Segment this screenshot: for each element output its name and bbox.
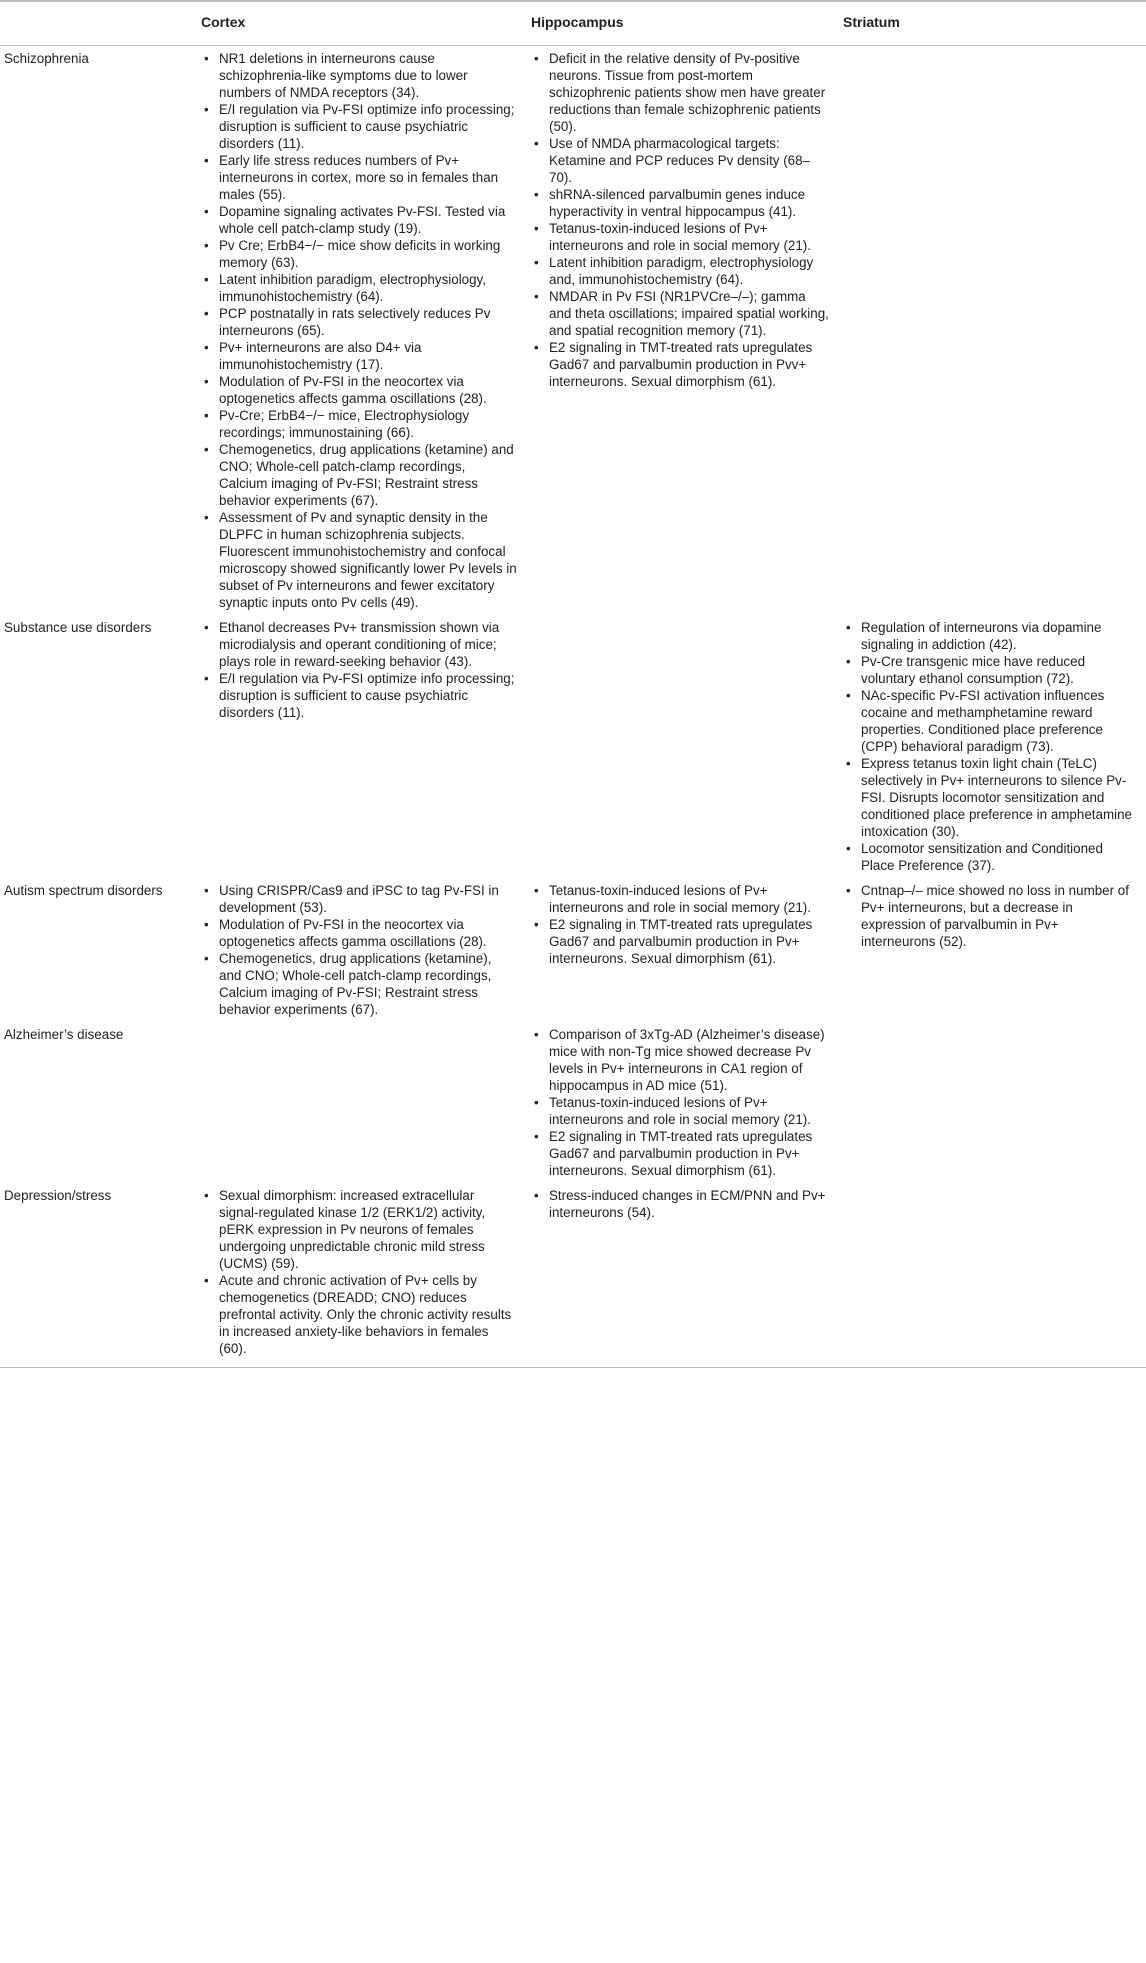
table-row (0, 878, 1146, 1022)
hippocampus-list (527, 1026, 839, 1179)
condition-cell: Alzheimer’s disease (4, 1027, 124, 1042)
list-item: • Latent inhibition paradigm, electrophysiology and, immunohistochemistry (64). (527, 254, 839, 288)
list-item: • Ethanol decreases Pv+ transmission shown via microdialysis and operant conditioning of mice; plays role in reward-seeking behavior (43). (197, 619, 527, 670)
cortex-cell (197, 46, 527, 616)
header-condition (0, 1, 197, 46)
list-item: • Use of NMDA pharmacological targets: Ketamine and PCP reduces Pv density (68–70). (527, 135, 839, 186)
list-item: • Latent inhibition paradigm, electrophysiology, immunohistochemistry (64). (197, 271, 527, 305)
list-item: • Sexual dimorphism: increased extracellular signal-regulated kinase 1/2 (ERK1/2) activity, pERK expression in Pv neurons of females undergoing unpredictable chronic mild stress (UCMS) (59). (197, 1187, 527, 1272)
list-item: • Chemogenetics, drug applications (ketamine), and CNO; Whole-cell patch-clamp recordings, Calcium imaging of Pv-FSI; Restraint stress behavior experiments (67). (197, 950, 527, 1018)
list-item: • Tetanus-toxin-induced lesions of Pv+ interneurons and role in social memory (21). (527, 1094, 839, 1128)
list-item: • Using CRISPR/Cas9 and iPSC to tag Pv-FSI in development (53). (197, 882, 527, 916)
striatum-cell (839, 46, 1146, 616)
cortex-cell (197, 1022, 527, 1183)
list-item: • shRNA-silenced parvalbumin genes induce hyperactivity in ventral hippocampus (41). (527, 186, 839, 220)
list-item: • Stress-induced changes in ECM/PNN and Pv+ interneurons (54). (527, 1187, 839, 1221)
striatum-cell (839, 1183, 1146, 1368)
striatum-list (839, 882, 1146, 950)
list-item: • Cntnap–/– mice showed no loss in number of Pv+ interneurons, but a decrease in expression of parvalbumin in Pv+ interneurons (52). (839, 882, 1146, 950)
condition-cell: Autism spectrum disorders (4, 883, 163, 898)
list-item: • Pv Cre; ErbB4−/− mice show deficits in working memory (63). (197, 237, 527, 271)
table-row (0, 1183, 1146, 1368)
hippocampus-cell (527, 46, 839, 616)
list-item: • E/I regulation via Pv-FSI optimize info processing; disruption is sufficient to cause psychiatric disorders (11). (197, 101, 527, 152)
list-item: • Pv+ interneurons are also D4+ via immunohistochemistry (17). (197, 339, 527, 373)
list-item: • Modulation of Pv-FSI in the neocortex via optogenetics affects gamma oscillations (28). (197, 916, 527, 950)
cortex-cell (197, 1183, 527, 1368)
list-item: • Acute and chronic activation of Pv+ cells by chemogenetics (DREADD; CNO) reduces prefrontal activity. Only the chronic activity results in increased anxiety-like behaviors in females (60). (197, 1272, 527, 1357)
list-item: • Assessment of Pv and synaptic density in the DLPFC in human schizophrenia subjects. Fluorescent immunohistochemistry and confocal microscopy showed significantly lower Pv levels in subset of Pv interneurons and fewer excitatory synaptic inputs onto Pv cells (49). (197, 509, 527, 611)
hippocampus-cell (527, 1183, 839, 1368)
cortex-cell (197, 615, 527, 878)
condition-cell: Depression/stress (0, 1183, 197, 1368)
header-striatum: Striatum (839, 1, 1146, 46)
striatum-cell (839, 878, 1146, 1022)
hippocampus-list (527, 1187, 839, 1221)
list-item: • Express tetanus toxin light chain (TeLC) selectively in Pv+ interneurons to silence Pv-FSI. Disrupts locomotor sensitization and conditioned place preference in amphetamine intoxication (30). (839, 755, 1146, 840)
list-item: • Early life stress reduces numbers of Pv+ interneurons in cortex, more so in females than males (55). (197, 152, 527, 203)
cortex-list (197, 1187, 527, 1357)
list-item: • Pv-Cre transgenic mice have reduced voluntary ethanol consumption (72). (839, 653, 1146, 687)
list-item: • Chemogenetics, drug applications (ketamine) and CNO; Whole-cell patch-clamp recordings, Calcium imaging of Pv-FSI; Restraint stress behavior experiments (67). (197, 441, 527, 509)
list-item: • Regulation of interneurons via dopamine signaling in addiction (42). (839, 619, 1146, 653)
list-item: • PCP postnatally in rats selectively reduces Pv interneurons (65). (197, 305, 527, 339)
table-header (0, 1, 1146, 46)
list-item: • NMDAR in Pv FSI (NR1PVCre–/–); gamma and theta oscillations; impaired spatial working, and spatial recognition memory (71). (527, 288, 839, 339)
striatum-cell (839, 1022, 1146, 1183)
table-row (0, 46, 1146, 616)
list-item: • Tetanus-toxin-induced lesions of Pv+ interneurons and role in social memory (21). (527, 220, 839, 254)
list-item: • E2 signaling in TMT-treated rats upregulates Gad67 and parvalbumin production in Pvv+ interneurons. Sexual dimorphism (61). (527, 339, 839, 390)
table-row (0, 615, 1146, 878)
list-item: • E2 signaling in TMT-treated rats upregulates Gad67 and parvalbumin production in Pv+ interneurons. Sexual dimorphism (61). (527, 916, 839, 967)
list-item: • NR1 deletions in interneurons cause schizophrenia-like symptoms due to lower numbers of NMDA receptors (34). (197, 50, 527, 101)
hippocampus-cell (527, 615, 839, 878)
list-item: • Locomotor sensitization and Conditioned Place Preference (37). (839, 840, 1146, 874)
list-item: • Deficit in the relative density of Pv-positive neurons. Tissue from post-mortem schizophrenic patients show men have greater reductions than female schizophrenic patients (50). (527, 50, 839, 135)
cortex-list (197, 50, 527, 611)
cortex-list (197, 882, 527, 1018)
list-item: • Modulation of Pv-FSI in the neocortex via optogenetics affects gamma oscillations (28). (197, 373, 527, 407)
cortex-list (197, 619, 527, 721)
list-item: • Tetanus-toxin-induced lesions of Pv+ interneurons and role in social memory (21). (527, 882, 839, 916)
hippocampus-list (527, 882, 839, 967)
list-item: • E2 signaling in TMT-treated rats upregulates Gad67 and parvalbumin production in Pv+ interneurons. Sexual dimorphism (61). (527, 1128, 839, 1179)
table-row (0, 1022, 1146, 1183)
list-item: • Pv-Cre; ErbB4−/− mice, Electrophysiology recordings; immunostaining (66). (197, 407, 527, 441)
striatum-list (839, 619, 1146, 874)
table-body (0, 46, 1146, 1368)
striatum-cell (839, 615, 1146, 878)
hippocampus-cell (527, 878, 839, 1022)
hippocampus-cell (527, 1022, 839, 1183)
condition-cell: Substance use disorders (4, 620, 152, 635)
hippocampus-list (527, 50, 839, 390)
header-row (0, 1, 1146, 46)
header-cortex: Cortex (197, 1, 527, 46)
list-item: • E/I regulation via Pv-FSI optimize info processing; disruption is sufficient to cause psychiatric disorders (11). (197, 670, 527, 721)
list-item: • NAc-specific Pv-FSI activation influences cocaine and methamphetamine reward properties. Conditioned place preference (CPP) behavioral paradigm (73). (839, 687, 1146, 755)
list-item: • Comparison of 3xTg-AD (Alzheimer’s disease) mice with non-Tg mice showed decrease Pv levels in Pv+ interneurons in CA1 region of hippocampus in AD mice (51). (527, 1026, 839, 1094)
list-item: • Dopamine signaling activates Pv-FSI. Tested via whole cell patch-clamp study (19). (197, 203, 527, 237)
header-hippocampus: Hippocampus (527, 1, 839, 46)
condition-cell: Schizophrenia (4, 51, 89, 66)
cortex-cell (197, 878, 527, 1022)
